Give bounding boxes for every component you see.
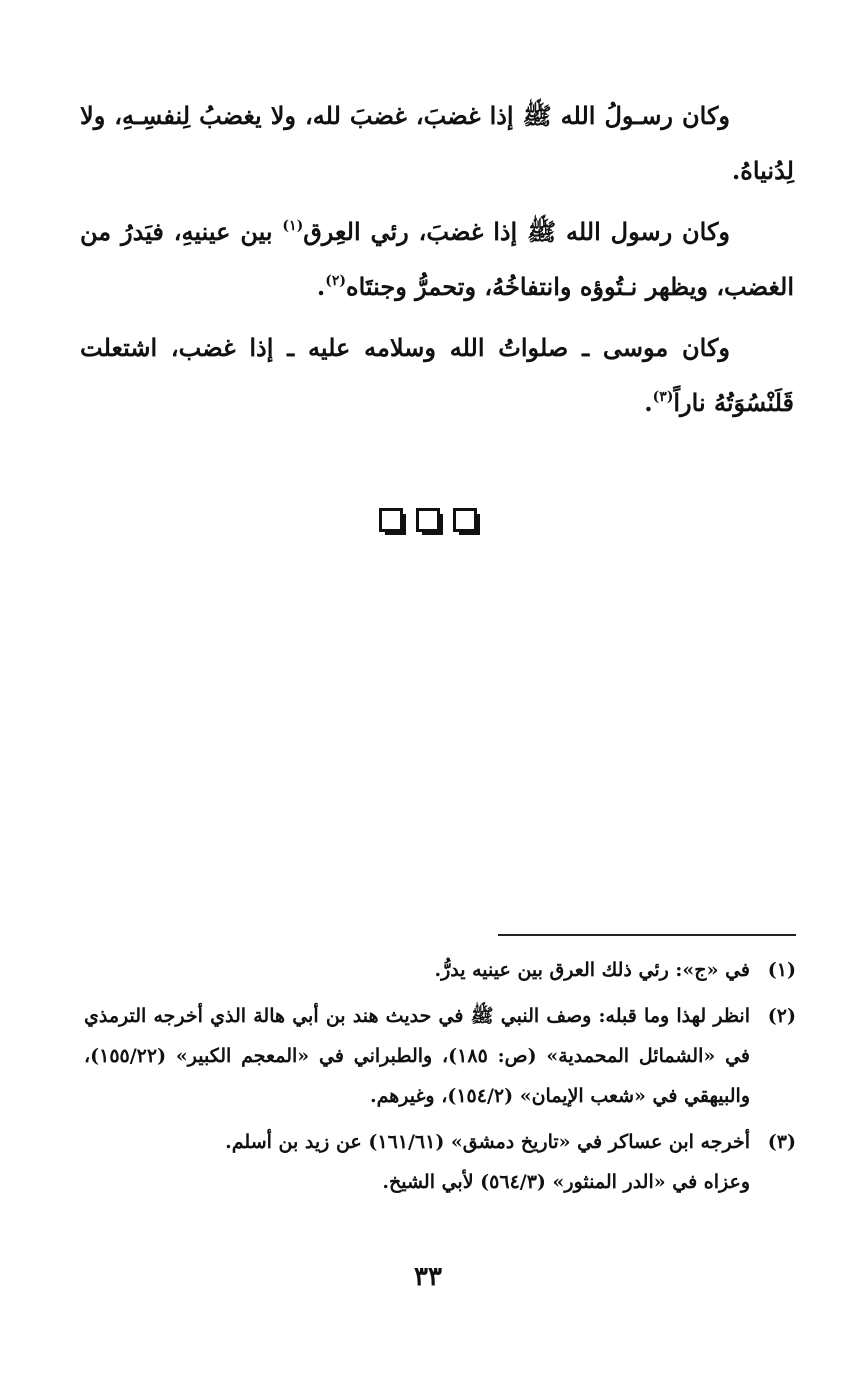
footnote-number: (٣)	[767, 1131, 796, 1153]
paragraph-2-text-c: .	[316, 272, 326, 301]
paragraph-3-text-b: .	[644, 388, 653, 417]
footnote-1	[84, 950, 796, 990]
footnote-text: انظر لهذا وما قبله: وصف النبي ﷺ في حديث هند بن أبي هالة الذي أخرجه الترمذي في «الشمائل المحمدية» (ص: ١٨٥)، والطبراني في «المعجم الكبير» (١٥٥/٢٢)، والبيهقي في «شعب الإيمان» (١٥٤/٢)، وغيرهم.	[84, 1005, 750, 1107]
paragraph-3-text-a: وكان موسى ـ صلواتُ الله وسلامه عليه ـ إذا غضب، اشتعلت قَلَنْسُوَتُهُ ناراً	[80, 333, 794, 417]
footnote-text: في «ج»: رئي ذلك العرق بين عينيه يدرُّ.	[434, 959, 750, 981]
footnote-text-extra: وعزاه في «الدر المنثور» (٥٦٤/٣) لأبي الشيخ.	[382, 1171, 750, 1193]
footnote-marker-1[interactable]: (١)	[282, 218, 304, 234]
footnote-number: (٢)	[767, 1005, 796, 1027]
page-number: ٣٣	[414, 1262, 442, 1292]
paragraph-1	[80, 88, 794, 198]
footnote-text-block	[84, 1122, 750, 1202]
paragraph-1-text: وكان رسـولُ الله ﷺ إذا غضبَ، غضبَ لله، ولا يغضبُ لِنفسِـهِ، ولا لِدُنياهُ.	[80, 101, 794, 185]
paragraph-3	[80, 320, 794, 430]
footnote-2	[84, 996, 796, 1116]
footnote-marker-3[interactable]: (٣)	[652, 389, 674, 405]
paragraph-2-text-b: بين عينيهِ، فيَدرُ من الغضب، ويظهر نـتُوؤه وانتفاخُهُ، وتحمرُّ وجنتَاه	[80, 217, 794, 301]
footnotes	[84, 950, 796, 1208]
square-ornament-icon	[379, 508, 403, 532]
paragraph-2	[80, 204, 794, 314]
paragraph-2-text-a: وكان رسول الله ﷺ إذا غضبَ، رئي العِرق	[303, 217, 731, 246]
footnote-3	[84, 1122, 796, 1202]
footnote-divider	[498, 934, 796, 936]
square-ornament-icon	[453, 508, 477, 532]
footnote-text: أخرجه ابن عساكر في «تاريخ دمشق» (١٦١/٦١) عن زيد بن أسلم.	[225, 1131, 750, 1153]
footnote-number: (١)	[767, 959, 796, 981]
footnote-marker-2[interactable]: (٢)	[325, 273, 346, 289]
section-separator	[0, 508, 856, 536]
square-ornament-icon	[416, 508, 440, 532]
main-text	[80, 88, 794, 436]
